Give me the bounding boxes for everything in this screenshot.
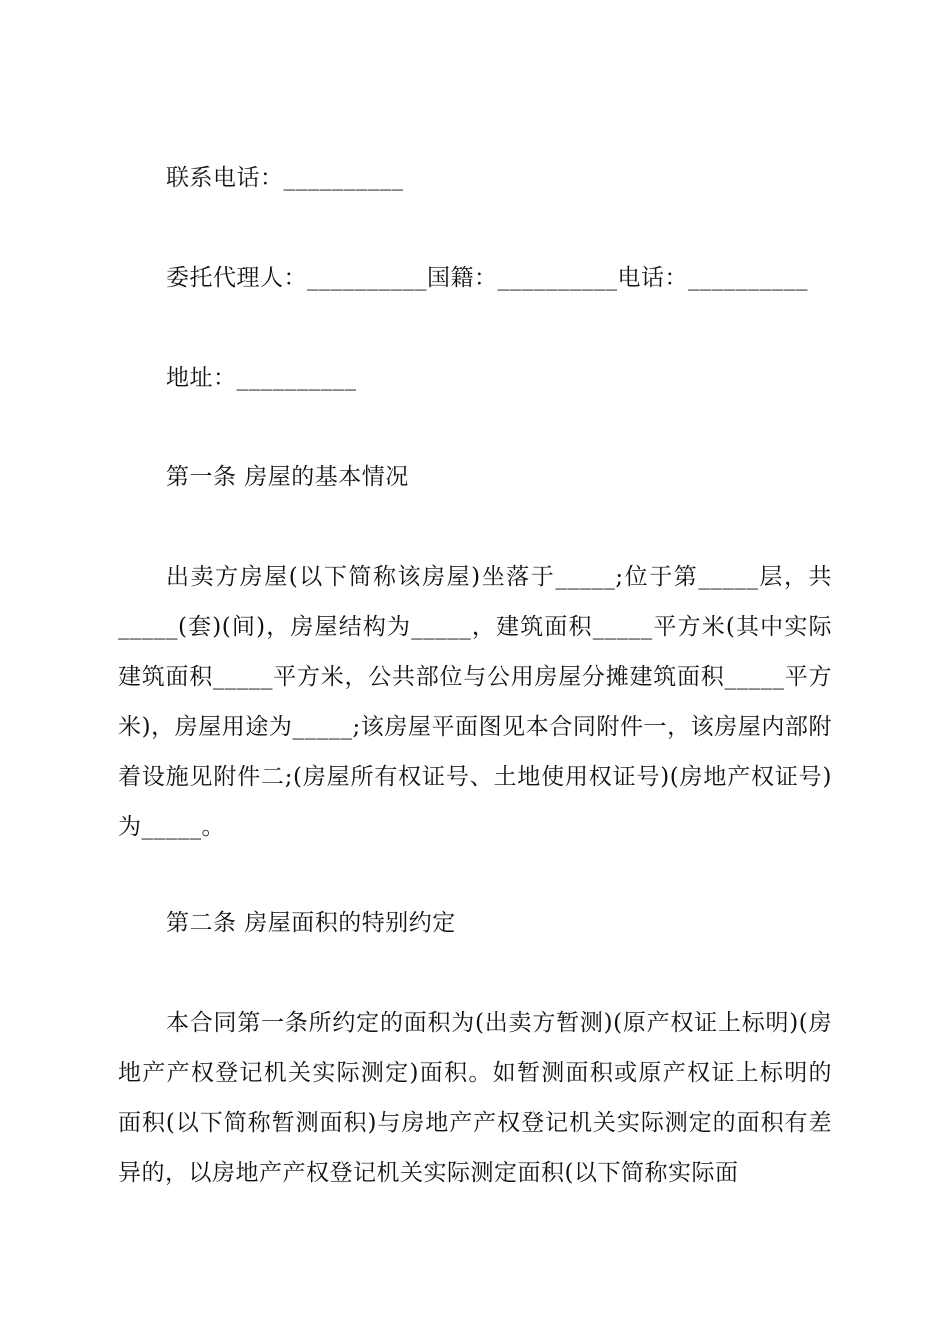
article2-body: 本合同第一条所约定的面积为(出卖方暂测)(原产权证上标明)(房地产产权登记机关实际测定)面积。如暂测面积或原产权证上标明的面积(以下简称暂测面积)与房地产产权登记机关实际测定的面积有差异的，以房地产产权登记机关实际测定面积(以下简称实际面 xyxy=(118,1010,832,1186)
article1-body: 出卖方房屋(以下简称该房屋)坐落于_____;位于第_____层，共_____(套)(间)，房屋结构为_____，建筑面积_____平方米(其中实际建筑面积_____平方米，公共部位与公用房屋分摊建筑面积_____平方米)，房屋用途为_____;该房屋平面图见本合同附件一，该房屋内部附着设施见附件二;(房屋所有权证号、土地使用权证号)(房地产权证号)为_____。 xyxy=(118,564,832,840)
article1-title: 第一条 房屋的基本情况 xyxy=(166,464,409,490)
contact-phone-line: 联系电话：__________ xyxy=(166,165,404,191)
address-line: 地址：__________ xyxy=(166,365,357,391)
agent-line: 委托代理人：__________国籍：__________电话：__________ xyxy=(166,265,808,291)
article2-title: 第二条 房屋面积的特别约定 xyxy=(166,910,456,936)
